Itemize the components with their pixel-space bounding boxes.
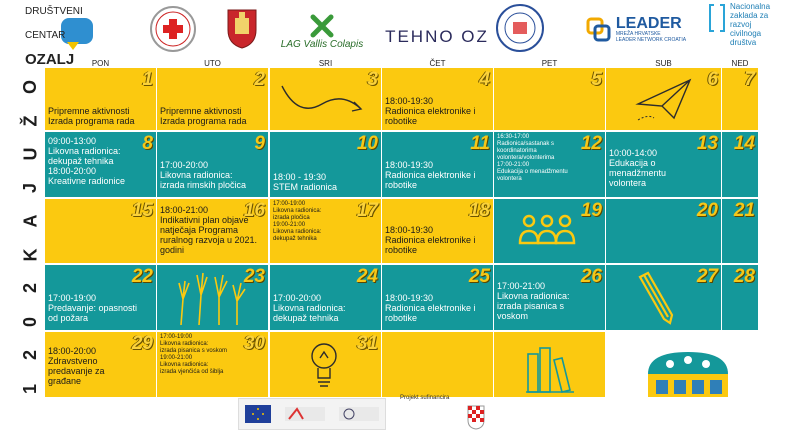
title-letter: 2 (19, 350, 40, 361)
weekday-header-sat: SUB (655, 59, 672, 68)
day-cell-6[interactable] (606, 68, 721, 130)
day-events: 18:00-19:30 Radionica elektronike i robotike (385, 293, 476, 323)
day-events: 17:00-20:00 Likovna radionica: izrada rimskih pločica (160, 160, 247, 190)
day-number: 23 (243, 266, 265, 287)
title-letter: A (20, 214, 40, 228)
day-events: 18:00-19:30 Radionica elektronike i robotike (385, 96, 476, 126)
day-number: 7 (744, 69, 755, 90)
day-cell-empty-3 (606, 332, 758, 397)
day-events: Pripremne aktivnosti Izrada programa rada (160, 106, 247, 126)
day-cell-31[interactable] (270, 332, 381, 397)
weekday-header-wed: SRI (318, 59, 333, 68)
day-events: 17:00-19:00 Likovna radionica: izrada pisanica s voskom 19:00-21:00 Likovna radionica: izrada vjenčića od šiblja (160, 334, 228, 375)
day-number: 19 (580, 200, 602, 221)
day-events: 17:00-19:00 Likovna radionica: izrada pločica 19:00-21:00 Likovna radionica: dekupaž tehnika (273, 201, 322, 242)
day-cell-29[interactable] (45, 332, 156, 397)
day-cell-2[interactable] (157, 68, 268, 130)
day-number: 15 (131, 200, 153, 221)
day-number: 26 (580, 266, 602, 287)
day-cell-16[interactable] (157, 199, 268, 263)
day-cell-25[interactable] (382, 265, 493, 330)
day-number: 20 (696, 200, 718, 221)
day-number: 5 (591, 69, 602, 90)
weekday-header-tue: UTO (204, 59, 221, 68)
ozalj-coat-of-arms-icon (225, 4, 259, 50)
day-events: 17:00-21:00 Likovna radionica: izrada pisanica s voskom (497, 281, 570, 321)
day-number: 2 (254, 69, 265, 90)
day-cell-24[interactable] (270, 265, 381, 330)
weekday-header-sun: NED (731, 59, 749, 68)
nacionalna-zaklada-logo (708, 2, 788, 56)
eu-funding-logos (238, 398, 386, 430)
leader-network-logo (582, 12, 690, 48)
day-cell-27[interactable] (606, 265, 721, 330)
day-cell-21[interactable] (722, 199, 758, 263)
nz-line2: zaklada za (730, 11, 769, 20)
day-events: 17:00-20:00 Likovna radionica: dekupaž tehnika (273, 293, 346, 323)
red-cross-seal-icon (150, 6, 196, 52)
title-letter: Ž (20, 115, 40, 127)
day-events: 18:00-20:00 Zdravstveno predavanje za građane (48, 346, 105, 386)
day-cell-empty-1 (382, 332, 493, 397)
day-events: 16:30-17:00 Radionica/sastanak s koordinatorima volontera/volonterima 17:00-21:00 Edukacija o menadžmentu volontera (497, 134, 568, 182)
day-cell-19[interactable] (494, 199, 605, 263)
books-icon (524, 344, 578, 394)
day-events: 18:00-19:30 Radionica elektronike i robotike (385, 225, 476, 255)
day-cell-26[interactable] (494, 265, 605, 330)
day-cell-18[interactable] (382, 199, 493, 263)
day-number: 1 (142, 69, 153, 90)
day-events: 10:00-14:00 Edukacija o menadžmentu volontera (609, 148, 667, 188)
nz-line4: civilnoga (730, 29, 762, 38)
title-letter: J (19, 182, 40, 193)
raised-hands-icon (171, 269, 251, 327)
weekday-header-mon: PON (91, 59, 110, 68)
day-number: 17 (356, 200, 378, 221)
leader-sub2: LEADER NETWORK CROATIA (615, 37, 687, 43)
light-bulb-icon (306, 338, 342, 392)
day-number: 18 (468, 200, 490, 221)
day-cell-23[interactable] (157, 265, 268, 330)
paper-plane-icon (634, 74, 694, 124)
lag-leaf-icon (309, 13, 335, 39)
day-events: 18:00 - 19:30 STEM radionica (273, 172, 338, 192)
title-letter: 0 (19, 316, 40, 327)
day-number: 27 (696, 266, 718, 287)
lag-vallis-colapis-logo (272, 8, 372, 54)
title-letter: K (20, 248, 40, 262)
leader-title: LEADER (615, 15, 682, 32)
day-cell-22[interactable] (45, 265, 156, 330)
day-number: 31 (356, 333, 378, 354)
group-people-icon (516, 211, 578, 251)
tehno-oz-logo (382, 26, 492, 48)
day-cell-28[interactable] (722, 265, 758, 330)
day-cell-empty-2 (494, 332, 605, 397)
day-cell-14[interactable] (722, 132, 758, 197)
community-house-icon (646, 350, 730, 397)
day-cell-7[interactable] (722, 68, 758, 130)
day-number: 14 (733, 133, 755, 154)
day-events: 09:00-13:00 Likovna radionica: dekupaž tehnika 18:00-20:00 Kreativne radionice (48, 136, 126, 186)
day-number: 30 (243, 333, 265, 354)
day-cell-15[interactable] (45, 199, 156, 263)
nz-line1: Nacionalna (730, 2, 771, 11)
leader-sub1: MREŽA HRVATSKE (615, 31, 661, 37)
curved-arrow-icon (278, 78, 368, 118)
day-events: 17:00-19:00 Predavanje: opasnosti od požara (48, 293, 138, 323)
nz-line5: društva (730, 38, 757, 47)
day-number: 22 (131, 266, 153, 287)
day-cell-5[interactable] (494, 68, 605, 130)
day-number: 24 (356, 266, 378, 287)
day-number: 21 (733, 200, 755, 221)
title-letter: 2 (19, 283, 40, 294)
cofinanced-label: Projekt sufinancira (400, 395, 450, 401)
day-number: 25 (468, 266, 490, 287)
title-letter: 1 (19, 383, 40, 394)
day-events: Pripremne aktivnosti Izrada programa rada (48, 106, 135, 126)
weekday-header-thu: ČET (429, 59, 446, 68)
day-events: 18:00-21:00 Indikativni plan objave natječaja Programa ruralnog razvoja u 2021. godini (160, 205, 258, 255)
day-number: 6 (707, 69, 718, 90)
day-number: 3 (367, 69, 378, 90)
day-cell-11[interactable] (382, 132, 493, 197)
day-cell-8[interactable] (45, 132, 156, 197)
day-cell-30[interactable] (157, 332, 268, 397)
school-seal-icon (496, 4, 544, 52)
day-cell-13[interactable] (606, 132, 721, 197)
day-cell-3[interactable] (270, 68, 381, 130)
month-year-vertical-title (18, 78, 42, 398)
day-cell-1[interactable] (45, 68, 156, 130)
org-name-line2: CENTAR (25, 30, 66, 41)
day-number: 8 (142, 133, 153, 154)
day-number: 11 (470, 133, 490, 154)
weekday-header-fri: PET (541, 59, 558, 68)
day-cell-20[interactable] (606, 199, 721, 263)
lag-name: LAG Vallis Colapis (280, 38, 364, 50)
org-name-line3: OZALJ (25, 51, 75, 68)
nz-bracket-icon (708, 2, 726, 34)
day-number: 16 (243, 200, 265, 221)
day-number: 9 (254, 133, 265, 154)
day-number: 10 (356, 133, 378, 154)
leader-squares-icon (586, 17, 612, 43)
nz-line3: razvoj (730, 20, 752, 29)
org-name-line1: DRUŠTVENI (25, 6, 83, 17)
eu-flag-icon (239, 399, 385, 429)
title-letter: U (20, 147, 40, 161)
day-number: 29 (131, 333, 153, 354)
day-number: 13 (696, 133, 718, 154)
day-number: 28 (733, 266, 755, 287)
day-cell-12[interactable] (494, 132, 605, 197)
day-number: 4 (479, 69, 490, 90)
day-number: 12 (580, 133, 602, 154)
day-cell-9[interactable] (157, 132, 268, 197)
day-cell-4[interactable] (382, 68, 493, 130)
croatia-coat-of-arms-icon (466, 404, 486, 430)
tehno-oz-name: TEHNO OZ (385, 27, 489, 46)
day-cell-17[interactable] (270, 199, 381, 263)
pencil-icon (634, 271, 678, 325)
title-letter: O (19, 79, 40, 95)
day-events: 18:00-19:30 Radionica elektronike i robotike (385, 160, 476, 190)
day-cell-10[interactable] (270, 132, 381, 197)
